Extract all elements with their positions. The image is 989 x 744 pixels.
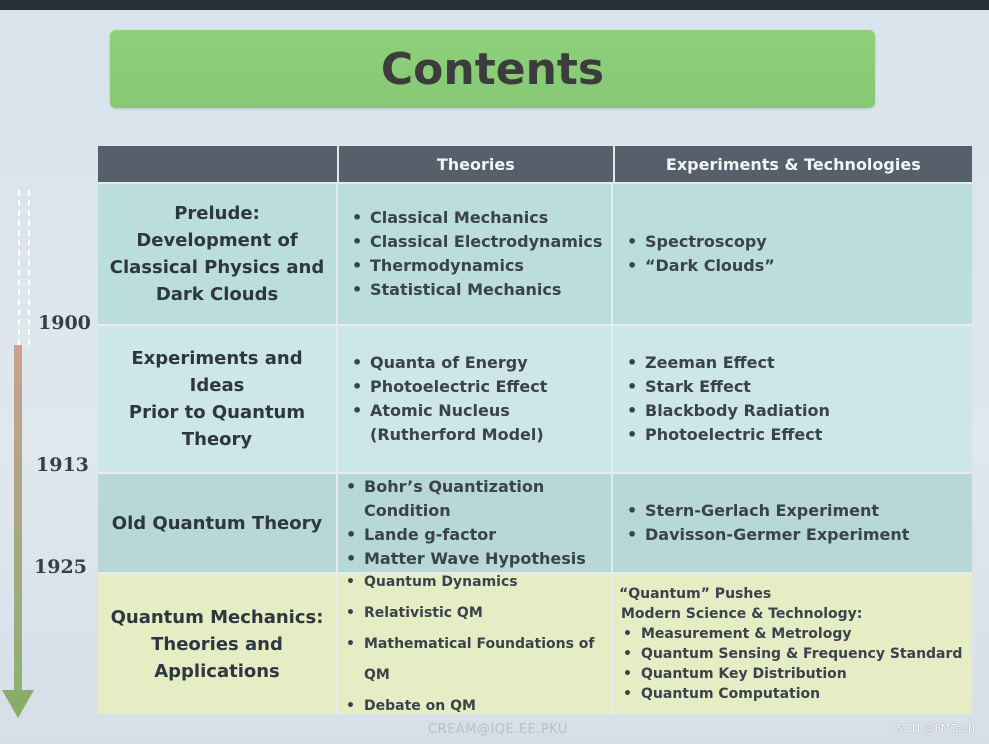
list-item: • Matter Wave Hypothesis (364, 547, 591, 571)
list-item: • Lande g-factor (364, 523, 591, 547)
list-item: • Measurement & Metrology (641, 624, 972, 644)
list-item: • Classical Mechanics (370, 206, 611, 230)
timeline-dashed-segment (18, 190, 30, 345)
table-row (98, 472, 972, 572)
section-title-line: Prior to Quantum (128, 402, 306, 423)
list-item: • Bohr’s Quantization Condition (364, 475, 591, 523)
list-item: • “Dark Clouds” (645, 254, 972, 278)
projector-top-edge (0, 0, 989, 10)
experiments-cell (613, 574, 972, 714)
section-title (98, 326, 338, 472)
experiments-cell (613, 184, 972, 324)
list-item: • Classical Electrodynamics (370, 230, 611, 254)
list-item: • Quantum Key Distribution (641, 664, 972, 684)
section-title-line: Theories and (151, 633, 283, 655)
list-item: • Relativistic QM (364, 598, 611, 629)
section-title-line: Experiments and Ideas (131, 348, 303, 396)
table-row (98, 324, 972, 472)
section-title-line: Applications (154, 660, 280, 682)
experiments-lead-line: “Quantum” Pushes (619, 586, 772, 602)
table-row (98, 572, 972, 714)
section-title-line: Quantum Mechanics: (110, 606, 324, 628)
section-title-line: Theory (181, 429, 253, 450)
header-section (98, 146, 339, 182)
header-experiments: Experiments & Technologies (665, 154, 921, 174)
list-item: • Blackbody Radiation (645, 399, 972, 423)
list-item: • Statistical Mechanics (370, 278, 611, 302)
list-item: • Atomic Nucleus (Rutherford Model) (370, 399, 611, 447)
list-item: • Stark Effect (645, 375, 972, 399)
year-label: 1900 (38, 312, 91, 334)
list-item: • Quantum Dynamics (364, 567, 611, 598)
theories-cell (338, 326, 613, 472)
timeline-arrow-shaft (14, 345, 22, 690)
title-banner (110, 30, 875, 108)
section-title (98, 574, 338, 714)
slide-footer: CREAM@IQE.EE.PKU (428, 722, 568, 737)
table-header (98, 146, 972, 182)
list-item: • Photoelectric Effect (645, 423, 972, 447)
list-item: • Stern-Gerlach Experiment (645, 499, 972, 523)
list-item: • Thermodynamics (370, 254, 611, 278)
section-title-line: Dark Clouds (155, 284, 279, 305)
list-item: • Quantum Sensing & Frequency Standard (641, 644, 972, 664)
experiments-cell (613, 326, 972, 472)
table-row (98, 182, 972, 324)
list-item: • Zeeman Effect (645, 351, 972, 375)
year-label: 1925 (34, 556, 87, 578)
contents-table (98, 146, 972, 714)
list-item: • Photoelectric Effect (370, 375, 611, 399)
section-title-line: Development of (136, 230, 298, 251)
section-title-line: Classical Physics and (109, 257, 325, 278)
list-item: • Debate on QM (364, 691, 611, 722)
list-item: • Quanta of Energy (370, 351, 611, 375)
slide-title: Contents (380, 43, 605, 95)
watermark: CSDN @FMTech (888, 722, 975, 735)
theories-cell (338, 184, 613, 324)
theories-cell (338, 574, 613, 714)
list-item: • Mathematical Foundations of QM (364, 629, 611, 691)
section-title (98, 184, 338, 324)
timeline-arrow-head (2, 690, 34, 718)
list-item: • Spectroscopy (645, 230, 972, 254)
list-item: • Davisson-Germer Experiment (645, 523, 972, 547)
section-title-line: Old Quantum Theory (111, 512, 323, 534)
header-theories: Theories (339, 146, 615, 182)
experiments-cell (613, 474, 972, 572)
list-item: • Quantum Computation (641, 684, 972, 704)
theories-cell (338, 474, 613, 572)
section-title (98, 474, 338, 572)
year-label: 1913 (36, 454, 89, 476)
experiments-lead-line: Modern Science & Technology: (621, 606, 863, 622)
section-title-line: Prelude: (174, 203, 260, 224)
